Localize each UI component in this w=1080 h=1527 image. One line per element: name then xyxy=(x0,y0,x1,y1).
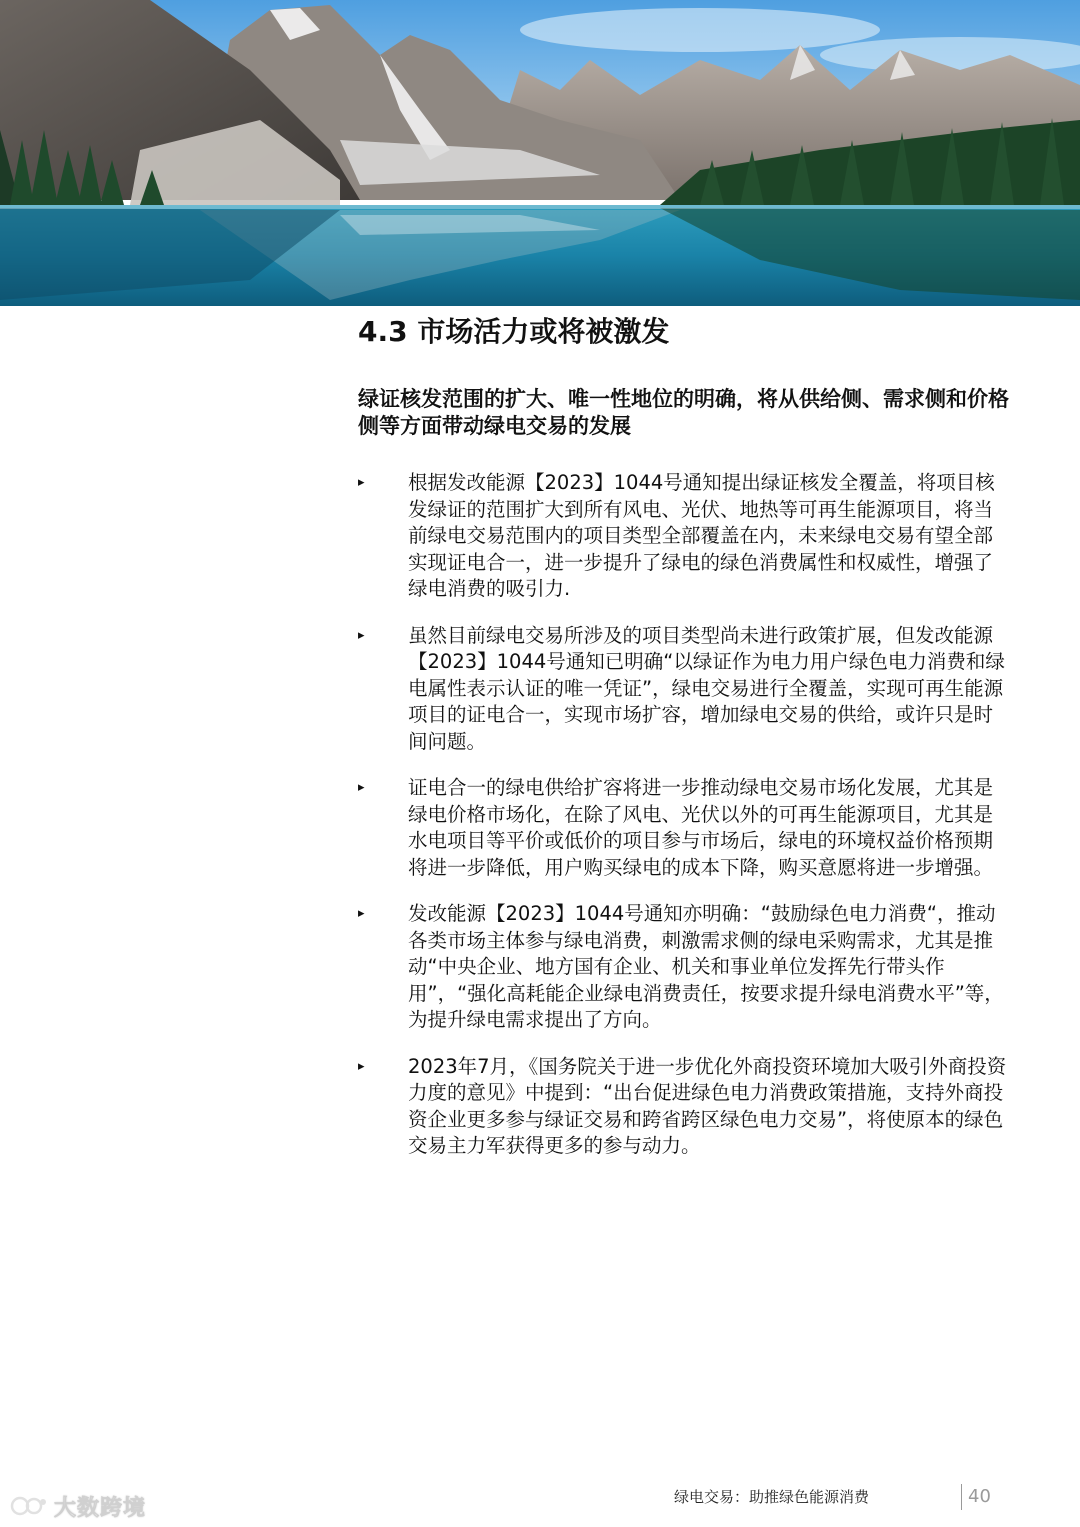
bullet-list xyxy=(358,470,1008,1180)
watermark xyxy=(10,1490,146,1522)
hero-photo xyxy=(0,0,1080,306)
watermark-text: 大数跨境 xyxy=(54,1495,147,1521)
list-item xyxy=(358,901,1008,1034)
triangle-bullet-icon: ▸ xyxy=(358,780,365,795)
triangle-bullet-icon: ▸ xyxy=(358,627,365,643)
triangle-bullet-icon: ▸ xyxy=(358,906,365,921)
mountain-lake-illustration xyxy=(0,0,1080,306)
section-title: 4.3 市场活力或将被激发 xyxy=(358,315,670,348)
list-item xyxy=(358,775,1008,881)
section-lead: 绿证核发范围的扩大、唯一性地位的明确，将从供给侧、需求侧和价格侧等方面带动绿电交易的发展 xyxy=(358,387,1009,438)
footer-divider xyxy=(961,1484,962,1510)
footer-title: 绿电交易：助推绿色能源消费 xyxy=(674,1488,870,1506)
list-item xyxy=(358,1054,1008,1160)
triangle-bullet-icon: ▸ xyxy=(358,1058,365,1074)
bullet-text: 根据发改能源【2023】1044号通知提出绿证核发全覆盖，将项目核发绿证的范围扩大到所有风电、光伏、地热等可再生能源项目，将当前绿电交易范围内的项目类型全部覆盖在内，未来绿电交易有望全部实现证电合一，进一步提升了绿电的绿色消费属性和权威性，增强了绿电消费的吸引力. xyxy=(408,471,995,600)
bullet-text: 发改能源【2023】1044号通知亦明确：“鼓励绿色电力消费“，推动各类市场主体参与绿电消费，刺激需求侧的绿电采购需求，尤其是推动“中央企业、地方国有企业、机关和事业单位发挥先行带头作用”，“强化高耗能企业绿电消费责任，按要求提升绿电消费水平”等，为提升绿电需求提出了方向。 xyxy=(408,902,1004,1031)
watermark-logo-icon xyxy=(10,1493,48,1519)
list-item xyxy=(358,623,1008,756)
bullet-text: 虽然目前绿电交易所涉及的项目类型尚未进行政策扩展，但发改能源【2023】1044号通知已明确“以绿证作为电力用户绿色电力消费和绿电属性表示认证的唯一凭证”，绿电交易进行全覆盖，实现可再生能源项目的证电合一，实现市场扩容，增加绿电交易的供给，或许只是时间问题。 xyxy=(408,623,1005,753)
page-number: 40 xyxy=(968,1486,991,1507)
triangle-bullet-icon: ▸ xyxy=(358,475,365,490)
bullet-text: 证电合一的绿电供给扩容将进一步推动绿电交易市场化发展，尤其是绿电价格市场化，在除了风电、光伏以外的可再生能源项目，尤其是水电项目等平价或低价的项目参与市场后，绿电的环境权益价格预期将进一步降低，用户购买绿电的成本下降，购买意愿将进一步增强。 xyxy=(408,776,994,879)
list-item xyxy=(358,470,1008,603)
bullet-text: 2023年7月，《国务院关于进一步优化外商投资环境加大吸引外商投资力度的意见》中提到：“出台促进绿色电力消费政策措施，支持外商投资企业更多参与绿证交易和跨省跨区绿色电力交易”，将使原本的绿色交易主力军获得更多的参与动力。 xyxy=(408,1054,1007,1157)
